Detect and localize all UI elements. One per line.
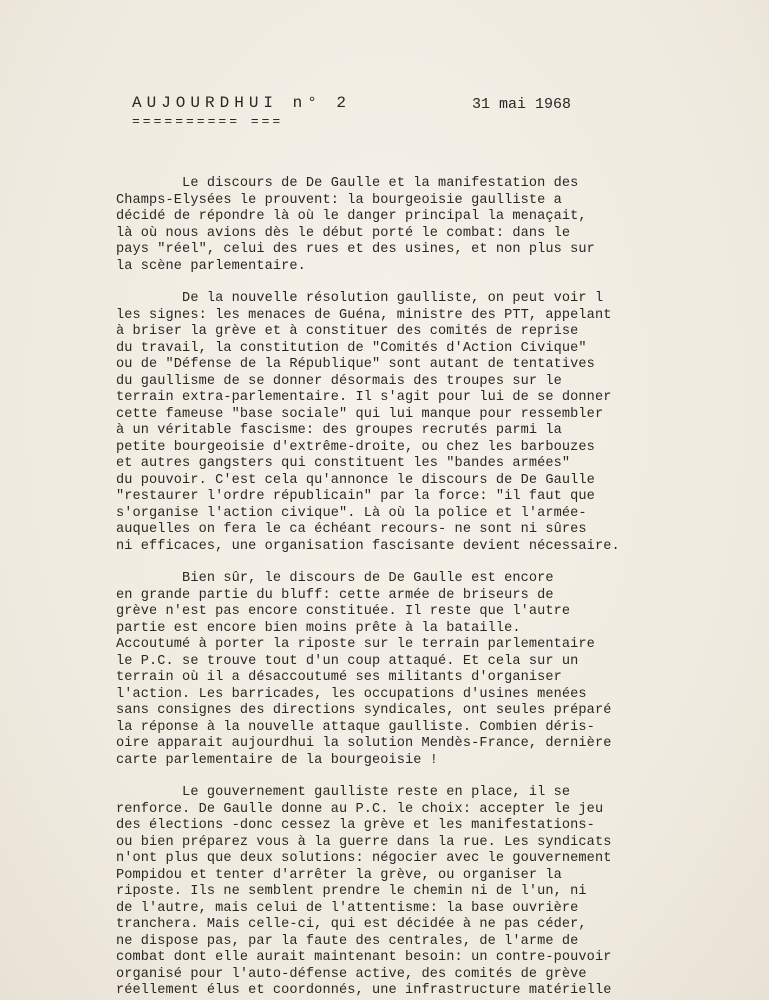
text-line: la réponse à la nouvelle attaque gaulliste. Combien déris-: [116, 719, 595, 735]
text-line: les signes: les menaces de Guéna, ministre des PTT, appelant: [116, 307, 612, 323]
text-line: et autres gangsters qui constituent les "bandes armées": [116, 456, 571, 471]
text-line: grève n'est pas encore constituée. Il reste que l'autre: [116, 604, 571, 619]
text-line: terrain où il a désaccoutumé ses militants d'organiser: [116, 670, 562, 685]
document-body: [116, 176, 676, 1000]
text-line: renforce. De Gaulle donne au P.C. le choix: accepter le jeu: [116, 801, 604, 817]
text-line: le P.C. se trouve tout d'un coup attaqué. Et cela sur un: [116, 653, 579, 669]
text-line: de l'autre, mais celui de l'attentisme: la base ouvrière: [116, 900, 579, 916]
text-line: sans consignes des directions syndicales, ont seules préparé: [116, 703, 612, 718]
text-line: décidé de répondre là où le danger principal la menaçait,: [116, 209, 587, 224]
paragraph-2: [116, 291, 676, 555]
text-line: partie est encore bien moins prête à la bataille.: [116, 620, 521, 636]
text-line: là où nous avions dès le début porté le combat: dans le: [116, 225, 571, 241]
text-line: des élections -donc cessez la grève et les manifestations-: [116, 818, 595, 833]
text-line: du pouvoir. C'est cela qu'annonce le discours de De Gaulle: [116, 472, 595, 488]
text-line: tranchera. Mais celle-ci, qui est décidée à ne pas céder,: [116, 917, 587, 932]
text-line: Bien sûr, le discours de De Gaulle est encore: [116, 571, 554, 586]
text-line: ou bien préparez vous à la guerre dans la rue. Les syndicats: [116, 834, 612, 850]
text-line: en grande partie du bluff: cette armée de briseurs de: [116, 587, 554, 603]
text-line: cette fameuse "base sociale" qui lui manque pour ressembler: [116, 406, 604, 422]
paragraph-4: [116, 785, 676, 1000]
text-line: Le discours de De Gaulle et la manifestation des: [116, 176, 579, 191]
text-line: "restaurer l'ordre républicain" par la force: "il faut que: [116, 489, 595, 504]
text-line: du travail, la constitution de "Comités d'Action Civique": [116, 340, 587, 356]
text-line: Le gouvernement gaulliste reste en place, il se: [116, 785, 571, 800]
text-line: la scène parlementaire.: [116, 258, 306, 274]
text-line: réellement élus et coordonnés, une infrastructure matérielle: [116, 983, 612, 998]
text-line: terrain extra-parlementaire. Il s'agit pour lui de se donner: [116, 390, 612, 405]
text-line: carte parlementaire de la bourgeoisie !: [116, 752, 439, 768]
text-line: s'organise l'action civique". Là où la police et l'armée-: [116, 505, 587, 521]
document-header: [132, 94, 652, 134]
publication-title: AUJOURDHUI n° 2: [132, 94, 352, 112]
text-line: organisé pour l'auto-défense active, des comités de grève: [116, 966, 587, 982]
text-line: du gaullisme de se donner désormais des troupes sur le: [116, 373, 562, 389]
paragraph-1: [116, 176, 676, 275]
text-line: à un véritable fascisme: des groupes recrutés parmi la: [116, 423, 562, 438]
text-line: De la nouvelle résolution gaulliste, on peut voir l: [116, 291, 604, 306]
text-line: l'action. Les barricades, les occupations d'usines menées: [116, 686, 587, 702]
paragraph-3: [116, 571, 676, 769]
text-line: à briser la grève et à constituer des comités de reprise: [116, 324, 579, 339]
text-line: n'ont plus que deux solutions: négocier avec le gouvernement: [116, 851, 612, 866]
text-line: Pompidou et tenter d'arrêter la grève, ou organiser la: [116, 867, 562, 883]
text-line: petite bourgeoisie d'extrême-droite, ou chez les barbouzes: [116, 439, 595, 455]
text-line: ni efficaces, une organisation fascisante devient nécessaire.: [116, 538, 620, 554]
text-line: Champs-Elysées le prouvent: la bourgeoisie gaulliste a: [116, 192, 562, 208]
text-line: auquelles on fera le ca échéant recours- ne sont ni sûres: [116, 522, 587, 537]
text-line: ne dispose pas, par la faute des centrales, de l'arme de: [116, 933, 579, 949]
text-line: ou de "Défense de la République" sont autant de tentatives: [116, 357, 595, 372]
text-line: Accoutumé à porter la riposte sur le terrain parlementaire: [116, 637, 595, 652]
text-line: combat dont elle aurait maintenant besoin: un contre-pouvoir: [116, 950, 612, 965]
publication-date: 31 mai 1968: [472, 96, 572, 113]
text-line: pays "réel", celui des rues et des usines, et non plus sur: [116, 242, 595, 257]
title-underline: ========== ===: [132, 114, 284, 129]
text-line: riposte. Ils ne semblent prendre le chemin ni de l'un, ni: [116, 884, 587, 899]
text-line: oire apparait aujourdhui la solution Mendès-France, dernière: [116, 736, 612, 751]
